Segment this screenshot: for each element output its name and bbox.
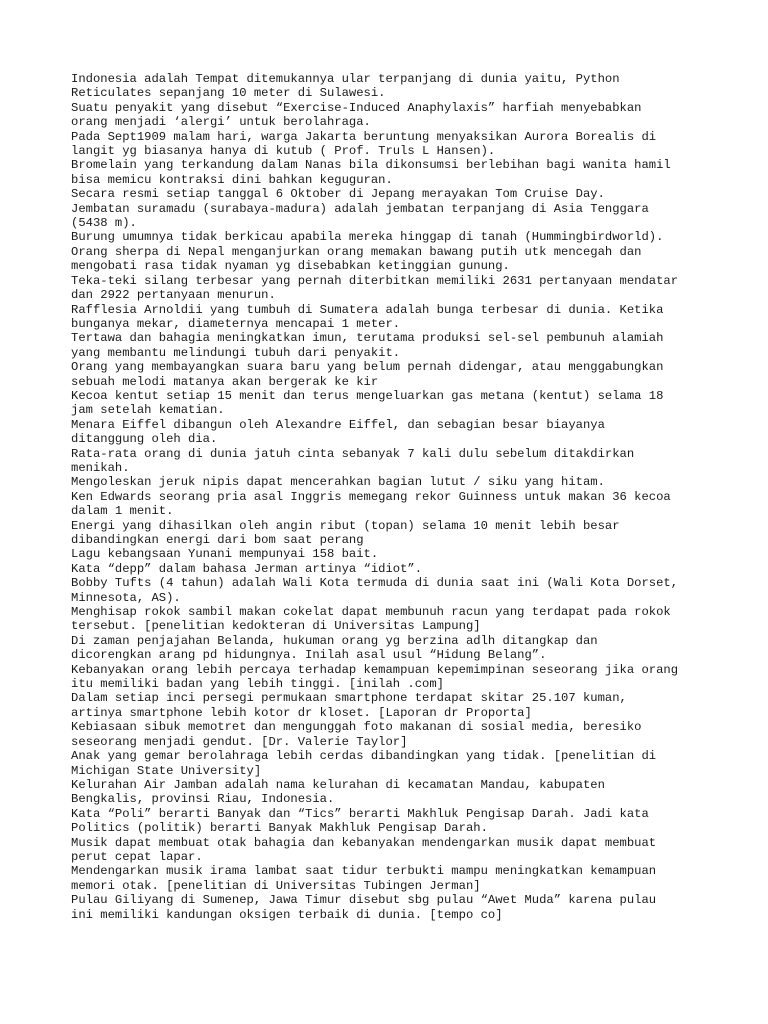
fact-paragraph: Indonesia adalah Tempat ditemukannya ular terpanjang di dunia yaitu, Python Reticulates sepanjang 10 meter di Sulawesi. [71,72,620,101]
fact-paragraph: Tertawa dan bahagia meningkatkan imun, terutama produksi sel-sel pembunuh alamiah yang membantu melindungi tubuh dari penyakit. [71,331,664,360]
fact-paragraph: Ken Edwards seorang pria asal Inggris memegang rekor Guinness untuk makan 36 kecoa dalam 1 menit. [71,489,671,519]
fact-paragraph: Orang yang membayangkan suara baru yang belum pernah didengar, atau menggabungkan sebuah melodi matanya akan bergerak ke kir [71,360,664,389]
fact-paragraph: Rafflesia Arnoldii yang tumbuh di Sumatera adalah bunga terbesar di dunia. Ketika bunganya mekar, diameternya mencapai 1 meter. [71,302,664,331]
fact-paragraph: Pulau Giliyang di Sumenep, Jawa Timur disebut sbg pulau “Awet Muda” karena pulau ini memiliki kandungan oksigen terbaik di dunia. [tempo co] [71,893,657,922]
fact-paragraph: Pada Sept1909 malam hari, warga Jakarta beruntung menyaksikan Aurora Borealis di langit yg biasanya hanya di kutub ( Prof. Truls L Hansen). [71,129,657,159]
fact-paragraph: Bobby Tufts (4 tahun) adalah Wali Kota termuda di dunia saat ini (Wali Kota Dorset, Minnesota, AS). [71,576,679,605]
fact-paragraph: Orang sherpa di Nepal menganjurkan orang memakan bawang putih utk mencegah dan mengobati rasa tidak nyaman yg disebabkan ketinggian gunung. [71,244,642,274]
fact-paragraph: Kata “depp” dalam bahasa Jerman artinya “idiot”. [71,561,423,576]
fact-paragraph: Kebiasaan sibuk memotret dan mengunggah foto makanan di sosial media, beresiko seseorang menjadi gendut. [Dr. Valerie Taylor] [71,720,642,749]
fact-paragraph: Kata “Poli” berarti Banyak dan “Tics” berarti Makhluk Pengisap Darah. Jadi kata Politics (politik) berarti Banyak Makhluk Pengisap Darah. [71,806,649,836]
fact-paragraph: Jembatan suramadu (surabaya-madura) adalah jembatan terpanjang di Asia Tenggara (5438 m). [71,201,649,231]
fact-paragraph: Energi yang dihasilkan oleh angin ribut (topan) selama 10 menit lebih besar dibandingkan energi dari bom saat perang [71,518,620,547]
fact-paragraph: Dalam setiap inci persegi permukaan smartphone terdapat skitar 25.107 kuman, artinya smartphone lebih kotor dr kloset. [Laporan dr Proporta] [71,691,627,720]
fact-paragraph: Di zaman penjajahan Belanda, hukuman orang yg berzina adlh ditangkap dan dicorengkan arang pd hidungnya. Inilah asal usul “Hidung Belang”. [71,633,598,663]
fact-paragraph: Kelurahan Air Jamban adalah nama kelurahan di kecamatan Mandau, kabupaten Bengkalis, provinsi Riau, Indonesia. [71,777,605,807]
fact-paragraph: Menghisap rokok sambil makan cokelat dapat membunuh racun yang terdapat pada rokok tersebut. [penelitian kedokteran di Universitas Lampung] [71,605,671,634]
fact-paragraph: Secara resmi setiap tanggal 6 Oktober di Jepang merayakan Tom Cruise Day. [71,187,605,202]
fact-paragraph: Rata-rata orang di dunia jatuh cinta sebanyak 7 kali dulu sebelum ditakdirkan menikah. [71,446,635,475]
fact-paragraph: Musik dapat membuat otak bahagia dan kebanyakan mendengarkan musik dapat membuat perut cepat lapar. [71,835,657,864]
document-body [71,72,711,922]
fact-paragraph: Kebanyakan orang lebih percaya terhadap kemampuan kepemimpinan seseorang jika orang itu memiliki badan yang lebih tinggi. [inilah .com] [71,662,679,692]
fact-paragraph: Teka-teki silang terbesar yang pernah diterbitkan memiliki 2631 pertanyaan mendatar dan 2922 pertanyaan menurun. [71,273,679,303]
fact-paragraph: Menara Eiffel dibangun oleh Alexandre Eiffel, dan sebagian besar biayanya ditanggung oleh dia. [71,417,605,447]
fact-paragraph: Anak yang gemar berolahraga lebih cerdas dibandingkan yang tidak. [penelitian di Michigan State University] [71,749,657,778]
fact-paragraph: Bromelain yang terkandung dalam Nanas bila dikonsumsi berlebihan bagi wanita hamil bisa memicu kontraksi dini bahkan keguguran. [71,158,671,187]
fact-paragraph: Mendengarkan musik irama lambat saat tidur terbukti mampu meningkatkan kemampuan memori otak. [penelitian di Universitas Tubingen Jerman] [71,864,657,893]
fact-paragraph: Kecoa kentut setiap 15 menit dan terus mengeluarkan gas metana (kentut) selama 18 jam setelah kematian. [71,388,664,418]
fact-paragraph: Mengoleskan jeruk nipis dapat mencerahkan bagian lutut / siku yang hitam. [71,475,605,490]
fact-paragraph: Lagu kebangsaan Yunani mempunyai 158 bait. [71,547,379,562]
fact-paragraph: Suatu penyakit yang disebut “Exercise-Induced Anaphylaxis” harfiah menyebabkan orang menjadi ‘alergi’ untuk berolahraga. [71,100,642,130]
fact-paragraph: Burung umumnya tidak berkicau apabila mereka hinggap di tanah (Hummingbirdworld). [71,230,664,245]
